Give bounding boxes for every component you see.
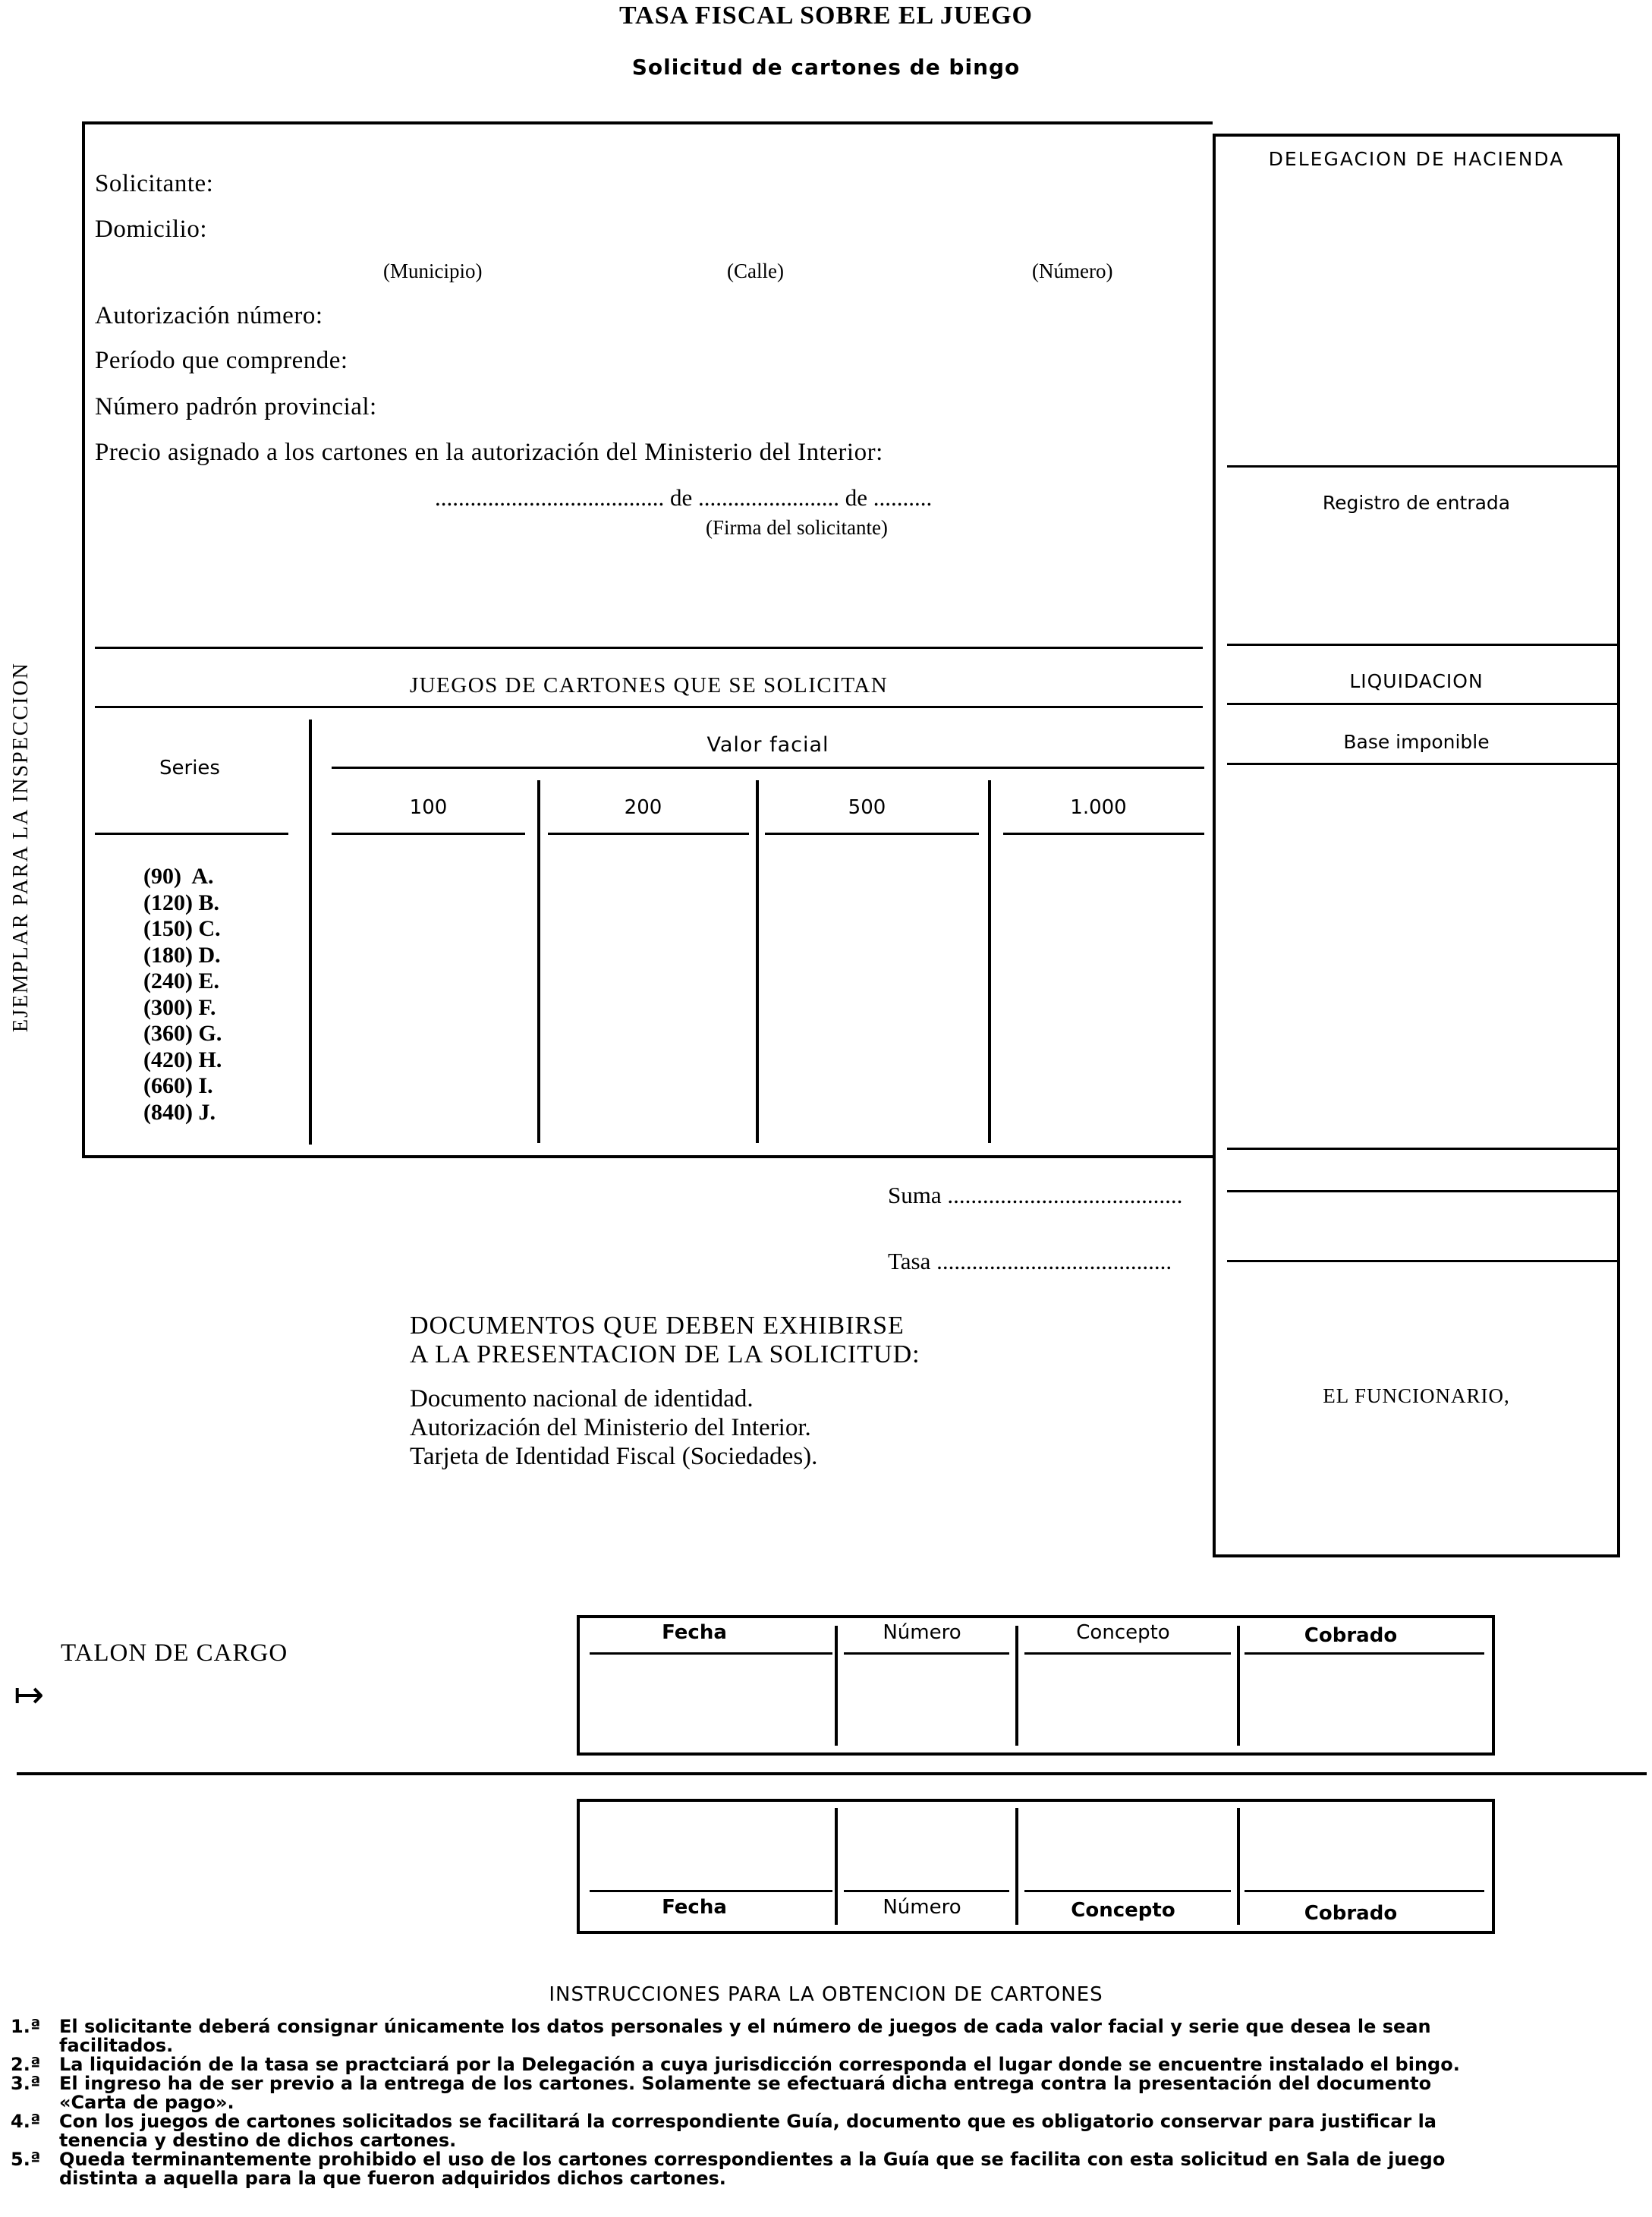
instruccion-num: 2.ª <box>11 2054 41 2075</box>
instruccion-num: 4.ª <box>11 2111 41 2132</box>
series-row-f: (300) F. <box>143 994 216 1020</box>
documento-item: Tarjeta de Identidad Fiscal (Sociedades). <box>410 1443 818 1470</box>
base-rule <box>1227 763 1618 765</box>
liquidacion-label: LIQUIDACION <box>1349 670 1484 692</box>
documento-item: Documento nacional de identidad. <box>410 1385 754 1412</box>
col-divider-3 <box>988 780 991 1143</box>
instruccion-line: distinta a aquella para la que fueron adquiridos dichos cartones. <box>59 2168 726 2189</box>
talon-lower-cobrado: Cobrado <box>1304 1902 1398 1925</box>
right-rule-3 <box>1227 1260 1618 1262</box>
talon-lower-divider-1 <box>835 1808 838 1925</box>
instrucciones-list <box>11 2017 1646 2188</box>
series-row-e: (240) E. <box>143 968 219 994</box>
instruccion-num: 1.ª <box>11 2016 41 2037</box>
series-row-h: (420) H. <box>143 1047 222 1072</box>
periodo-label: Período que comprende: <box>95 347 348 374</box>
instruccion-line: «Carta de pago». <box>59 2092 234 2113</box>
instruccion-item <box>11 2055 1646 2074</box>
instruccion-line: Queda terminantemente prohibido el uso de los cartones correspondientes a la Guía que se facilita con esta solicitud en Sala de juego <box>59 2149 1446 2170</box>
documentos-heading <box>410 1312 920 1369</box>
instruccion-line: El ingreso ha de ser previo a la entrega de los cartones. Solamente se efectuará dicha entrega contra la presentación del documento <box>59 2073 1432 2094</box>
series-list <box>143 864 222 1126</box>
instruccion-item <box>11 2074 1646 2112</box>
series-header-rule <box>95 833 288 835</box>
valor-facial-rule <box>332 767 1204 769</box>
precio-label: Precio asignado a los cartones en la autorización del Ministerio del Interior: <box>95 439 883 466</box>
juegos-heading-rule <box>95 706 1203 708</box>
talon-upper-cobrado: Cobrado <box>1304 1624 1398 1647</box>
series-row-b: (120) B. <box>143 890 219 915</box>
talon-upper-concepto: Concepto <box>1076 1621 1170 1644</box>
instruccion-line: facilitados. <box>59 2035 174 2056</box>
form-frame-top <box>82 121 1213 124</box>
talon-lower-divider-3 <box>1237 1808 1240 1925</box>
instruccion-item <box>11 2017 1646 2055</box>
instruccion-line: tenencia y destino de dichos cartones. <box>59 2130 457 2151</box>
domicilio-label: Domicilio: <box>95 216 207 243</box>
registro-label: Registro de entrada <box>1322 492 1511 514</box>
padron-label: Número padrón provincial: <box>95 393 377 420</box>
autorizacion-label: Autorización número: <box>95 302 323 329</box>
solicitante-label: Solicitante: <box>95 170 214 197</box>
right-rule-1 <box>1227 1148 1618 1150</box>
series-row-j: (840) J. <box>143 1099 216 1125</box>
municipio-caption: (Municipio) <box>383 260 483 282</box>
instruccion-num: 5.ª <box>11 2149 41 2170</box>
talon-upper-rule-4 <box>1245 1652 1484 1655</box>
right-rule-2 <box>1227 1190 1618 1192</box>
form-frame-left <box>82 121 85 1158</box>
documentos-list <box>410 1384 817 1471</box>
series-row-g: (360) G. <box>143 1021 222 1046</box>
juegos-heading: JUEGOS DE CARTONES QUE SE SOLICITAN <box>409 673 889 698</box>
talon-lower-rule-1 <box>590 1890 832 1892</box>
talon-upper-divider-2 <box>1015 1626 1018 1746</box>
funcionario-label: EL FUNCIONARIO, <box>1323 1384 1510 1407</box>
document-subtitle: Solicitud de cartones de bingo <box>631 55 1021 80</box>
form-frame-bottom <box>82 1155 1213 1158</box>
talon-upper-fecha: Fecha <box>662 1621 727 1644</box>
instruccion-line: La liquidación de la tasa se practciará por la Delegación a cuya jurisdicción corresponda el lugar donde se encuentre instalado el bingo. <box>59 2054 1460 2075</box>
talon-upper-rule-1 <box>590 1652 832 1655</box>
instruccion-item <box>11 2150 1646 2188</box>
document-title: TASA FISCAL SOBRE EL JUEGO <box>619 2 1033 30</box>
col-divider-1 <box>537 780 540 1143</box>
instruccion-line: Con los juegos de cartones solicitados se facilitará la correspondiente Guía, documento que es obligatorio conservar para justificar la <box>59 2111 1436 2132</box>
arrow-icon: ↦ <box>14 1675 45 1715</box>
col-divider-2 <box>756 780 759 1143</box>
talon-label: TALON DE CARGO <box>61 1639 288 1667</box>
col-rule-200 <box>548 833 749 835</box>
cut-line <box>17 1772 1647 1775</box>
talon-lower-numero: Número <box>883 1896 961 1919</box>
talon-upper-rule-2 <box>844 1652 1009 1655</box>
col-500: 500 <box>848 796 886 819</box>
tasa-line: Tasa ........................................ <box>888 1248 1172 1274</box>
right-panel <box>1213 134 1620 1557</box>
series-row-d: (180) D. <box>143 942 221 968</box>
series-row-a: (90) A. <box>143 864 214 889</box>
instrucciones-heading: INSTRUCCIONES PARA LA OBTENCION DE CARTONES <box>549 1983 1103 2006</box>
documento-item: Autorización del Ministerio del Interior. <box>410 1414 811 1441</box>
talon-lower-rule-3 <box>1024 1890 1231 1892</box>
calle-caption: (Calle) <box>727 260 784 282</box>
liquidacion-rule <box>1227 703 1618 705</box>
base-imponible-label: Base imponible <box>1343 731 1490 753</box>
talon-upper-numero: Número <box>883 1621 961 1644</box>
talon-upper-divider-3 <box>1237 1626 1240 1746</box>
col-rule-500 <box>765 833 979 835</box>
firma-caption: (Firma del solicitante) <box>706 516 888 539</box>
instruccion-num: 3.ª <box>11 2073 41 2094</box>
delegacion-rule <box>1227 465 1618 468</box>
instruccion-item <box>11 2112 1646 2150</box>
instruccion-line: El solicitante deberá consignar únicamente los datos personales y el número de juegos de cada valor facial y serie que desea le sean <box>59 2016 1431 2037</box>
valor-facial-header: Valor facial <box>706 733 829 757</box>
col-rule-1000 <box>1003 833 1204 835</box>
col-200: 200 <box>624 796 662 819</box>
series-divider <box>309 720 312 1145</box>
talon-upper-rule-3 <box>1024 1652 1231 1655</box>
side-label: EJEMPLAR PARA LA INSPECCION <box>9 662 33 1032</box>
numero-caption: (Número) <box>1032 260 1113 282</box>
talon-lower-rule-4 <box>1245 1890 1484 1892</box>
col-100: 100 <box>409 796 448 819</box>
talon-lower-fecha: Fecha <box>662 1896 727 1919</box>
talon-upper-divider-1 <box>835 1626 838 1746</box>
suma-line: Suma ........................................ <box>888 1182 1183 1208</box>
col-1000: 1.000 <box>1070 796 1127 819</box>
delegacion-label: DELEGACION DE HACIENDA <box>1268 148 1565 170</box>
series-header: Series <box>159 757 220 779</box>
talon-lower-concepto: Concepto <box>1071 1899 1175 1922</box>
series-row-i: (660) I. <box>143 1073 213 1098</box>
series-row-c: (150) C. <box>143 916 221 941</box>
registro-rule <box>1227 644 1618 646</box>
documentos-heading-1: DOCUMENTOS QUE DEBEN EXHIBIRSE <box>410 1312 905 1340</box>
fecha-line: ....................................... de ........................ de .......... <box>435 484 933 511</box>
documentos-heading-2: A LA PRESENTACION DE LA SOLICITUD: <box>410 1340 920 1368</box>
talon-lower-rule-2 <box>844 1890 1009 1892</box>
juegos-top-rule <box>95 647 1203 649</box>
col-rule-100 <box>332 833 525 835</box>
